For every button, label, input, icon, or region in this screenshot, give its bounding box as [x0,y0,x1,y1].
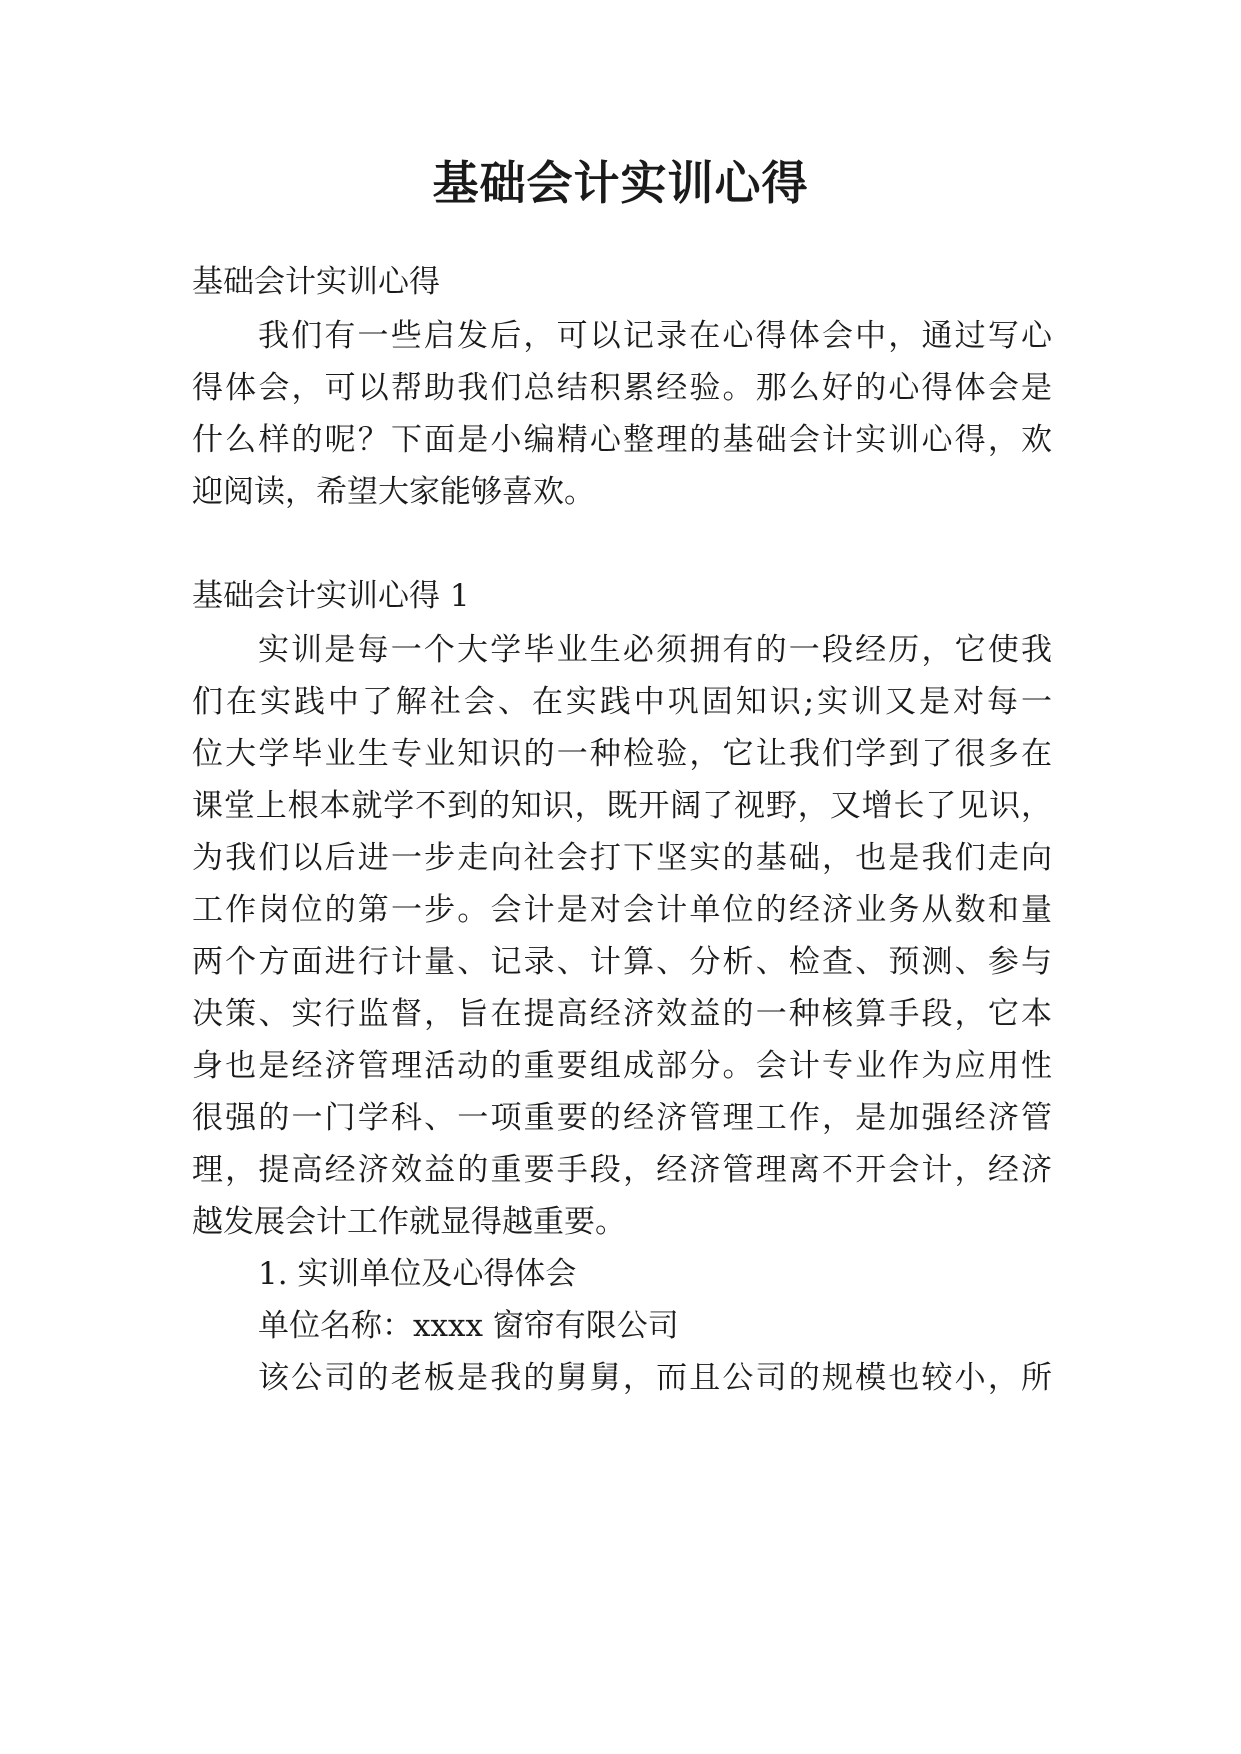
body-last-line: 该公司的老板是我的舅舅，而且公司的规模也较小，所 [258,1360,1052,1396]
section1-line-4: 课堂上根本就学不到的知识，既开阔了视野，又增长了见识， [192,788,1052,824]
section1-line-7: 两个方面进行计量、记录、计算、分析、检查、预测、参与 [192,944,1052,980]
subsection-heading: 1. 实训单位及心得体会 [258,1256,577,1292]
intro-line-3: 什么样的呢？下面是小编精心整理的基础会计实训心得，欢 [192,422,1052,458]
section1-line-10: 很强的一门学科、一项重要的经济管理工作，是加强经济管 [192,1100,1052,1136]
section1-line-3: 位大学毕业生专业知识的一种检验，它让我们学到了很多在 [192,736,1052,772]
section1-line-12: 越发展会计工作就显得越重要。 [192,1204,626,1240]
section1-line-8: 决策、实行监督，旨在提高经济效益的一种核算手段，它本 [192,996,1052,1032]
section1-line-6: 工作岗位的第一步。会计是对会计单位的经济业务从数和量 [192,892,1052,928]
unit-name: 单位名称：xxxx 窗帘有限公司 [258,1308,679,1344]
section1-line-2: 们在实践中了解社会、在实践中巩固知识;实训又是对每一 [192,684,1052,720]
intro-heading: 基础会计实训心得 [192,264,440,300]
intro-line-1: 我们有一些启发后，可以记录在心得体会中，通过写心 [258,318,1052,354]
section1-line-11: 理，提高经济效益的重要手段，经济管理离不开会计，经济 [192,1152,1052,1188]
section1-line-1: 实训是每一个大学毕业生必须拥有的一段经历，它使我 [258,632,1052,668]
page-title: 基础会计实训心得 [432,156,809,210]
section1-line-5: 为我们以后进一步走向社会打下坚实的基础，也是我们走向 [192,840,1052,876]
section1-heading: 基础会计实训心得 1 [192,578,470,614]
section1-line-9: 身也是经济管理活动的重要组成部分。会计专业作为应用性 [192,1048,1052,1084]
intro-line-2: 得体会，可以帮助我们总结积累经验。那么好的心得体会是 [192,370,1052,406]
intro-line-4: 迎阅读，希望大家能够喜欢。 [192,474,595,510]
